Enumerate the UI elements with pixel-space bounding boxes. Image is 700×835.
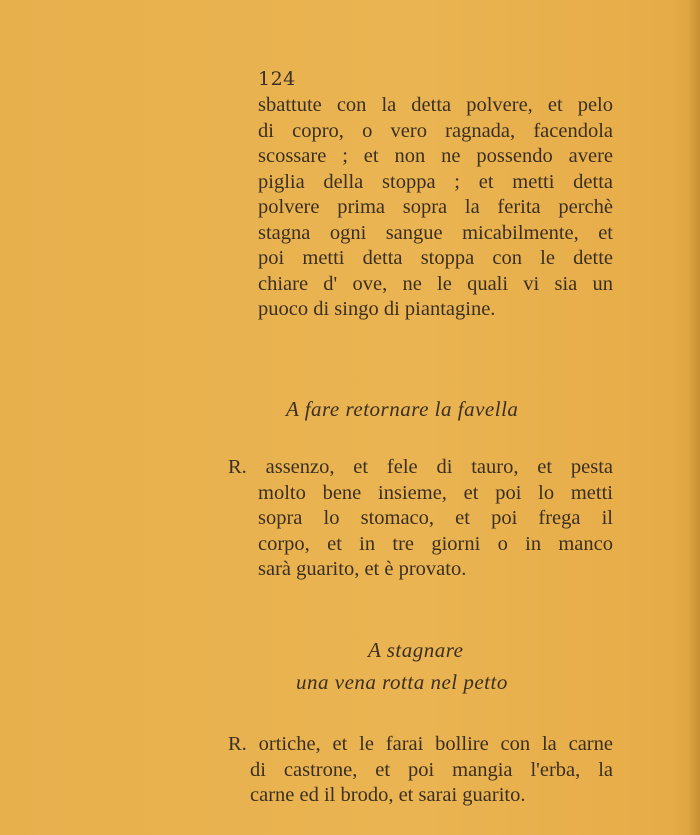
text-line: corpo, et in tre giorni o in manco [258,532,613,555]
text-line: molto bene insieme, et poi lo metti [258,481,613,504]
text-line: di castrone, et poi mangia l'erba, la [250,758,613,781]
text-line: sarà guarito, et è provato. [258,558,467,580]
text-line: stagna ogni sangue micabilmente, et [258,221,613,244]
recipe-paragraph [228,455,613,583]
text-line: poi metti detta stoppa con le dette [258,247,613,269]
text-line: sopra lo stomaco, et poi frega il [258,507,613,529]
page-edge [690,0,700,835]
recipe-paragraph [228,732,613,809]
text-line: sbattute con la detta polvere, et pelo [258,94,613,116]
text-line: di copro, o vero ragnada, facendola [258,119,613,142]
section-heading: A fare retornare la favella [286,397,519,421]
section-heading-subtitle: una vena rotta nel petto [296,670,508,694]
paragraph-continued [258,93,613,323]
text-line: scossare ; et non ne possendo avere [258,145,613,167]
section-heading: A stagnare [368,638,464,662]
text-line: piglia della stoppa ; et metti detta [258,170,613,193]
text-line: R. assenzo, et fele di tauro, et pesta [228,456,613,478]
text-line: puoco di singo di piantagine. [258,298,496,320]
text-line: R. ortiche, et le farai bollire con la carne [228,733,613,755]
text-line: polvere prima sopra la ferita perchè [258,196,613,218]
page-number: 124 [258,68,296,90]
text-line: carne ed il brodo, et sarai guarito. [250,784,526,806]
text-line: chiare d' ove, ne le quali vi sia un [258,272,613,295]
